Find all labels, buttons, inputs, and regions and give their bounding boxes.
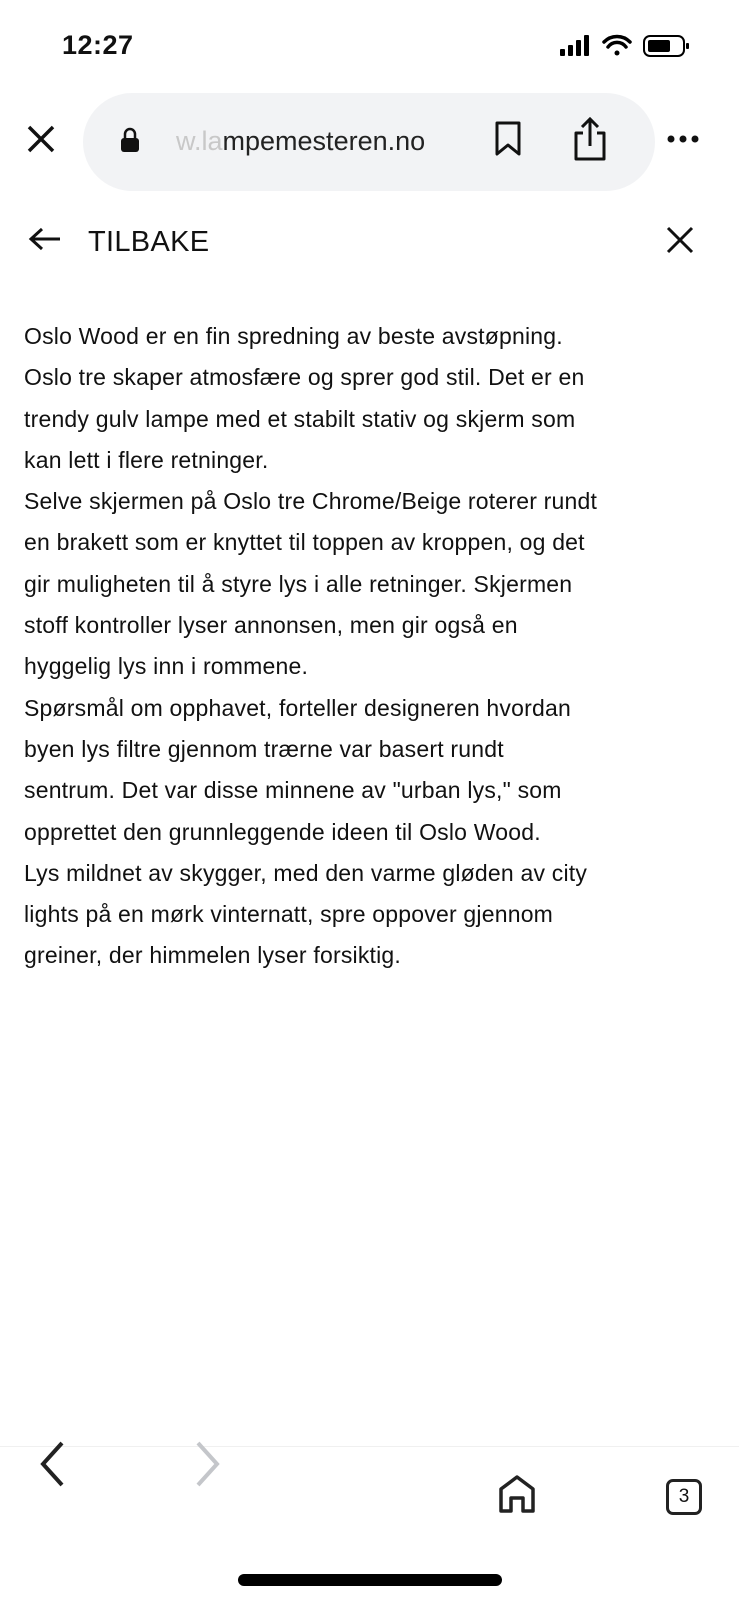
- wifi-icon: [604, 36, 630, 55]
- home-icon[interactable]: [498, 1474, 536, 1514]
- more-icon[interactable]: [666, 133, 700, 145]
- share-icon[interactable]: [572, 116, 608, 162]
- description-line: Oslo tre skaper atmosfære og sprer god stil. Det er en: [24, 364, 585, 391]
- browser-back-icon[interactable]: [38, 1441, 68, 1487]
- signal-icon: [560, 35, 589, 56]
- battery-icon: [644, 36, 689, 56]
- url-main: mpemesteren.no: [222, 126, 426, 156]
- description-line: stoff kontroller lyser annonsen, men gir også en: [24, 612, 518, 639]
- status-icons: [560, 34, 690, 58]
- product-description: [24, 316, 724, 977]
- status-time: 12:27: [62, 30, 134, 60]
- home-indicator: [238, 1574, 502, 1586]
- tabs-button[interactable]: 3: [666, 1479, 702, 1515]
- url-faded: w.la: [176, 126, 223, 156]
- description-line: Oslo Wood er en fin spredning av beste avstøpning.: [24, 323, 563, 349]
- browser-forward-icon[interactable]: [192, 1441, 222, 1487]
- url-text[interactable]: [176, 126, 425, 157]
- description-line: hyggelig lys inn i rommene.: [24, 653, 309, 680]
- description-line: Selve skjermen på Oslo tre Chrome/Beige roterer rundt: [24, 488, 598, 515]
- description-line: gir muligheten til å styre lys i alle retninger. Skjermen: [24, 570, 573, 597]
- description-line: lights på en mørk vinternatt, spre oppover gjennom: [24, 901, 554, 928]
- toolbar-divider: [0, 1446, 739, 1447]
- bookmark-icon[interactable]: [494, 121, 522, 157]
- description-line: Lys mildnet av skygger, med den varme gløden av city: [24, 859, 588, 886]
- description-line: Spørsmål om opphavet, forteller designeren hvordan: [24, 694, 571, 721]
- back-arrow-icon[interactable]: [28, 226, 62, 252]
- close-browser-icon[interactable]: [26, 124, 56, 154]
- description-line: opprettet den grunnleggende ideen til Oslo Wood.: [24, 818, 541, 845]
- description-line: byen lys filtre gjennom trærne var basert rundt: [24, 735, 504, 762]
- description-line: kan lett i flere retninger.: [24, 446, 269, 473]
- description-line: trendy gulv lampe med et stabilt stativ og skjerm som: [24, 405, 576, 432]
- description-line: sentrum. Det var disse minnene av "urban lys," som: [24, 777, 562, 804]
- lock-icon: [120, 127, 140, 153]
- description-line: en brakett som er knyttet til toppen av kroppen, og det: [24, 529, 585, 556]
- back-link[interactable]: TILBAKE: [88, 226, 210, 258]
- close-panel-icon[interactable]: [666, 226, 694, 254]
- description-line: greiner, der himmelen lyser forsiktig.: [24, 942, 402, 969]
